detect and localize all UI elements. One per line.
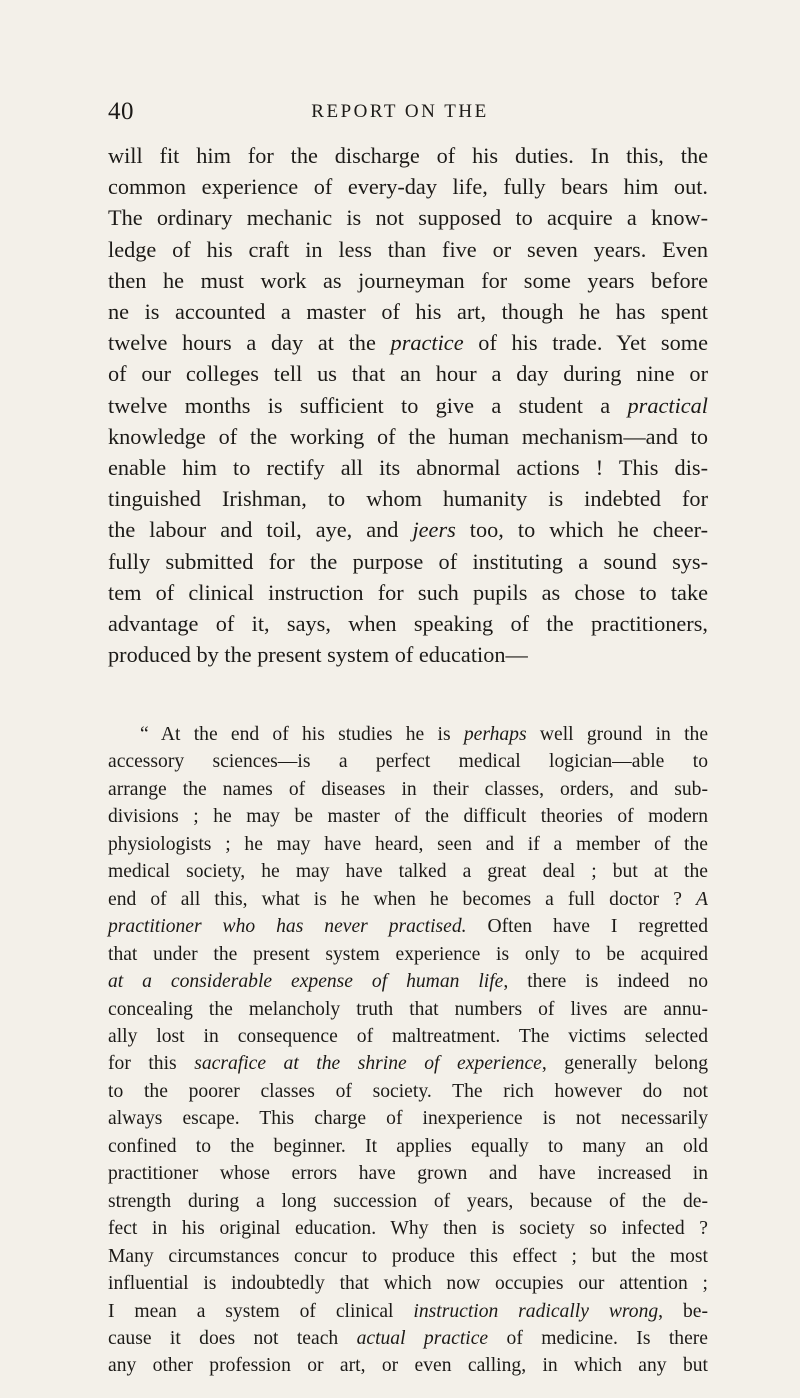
italic-text: practical [627, 392, 708, 418]
text-segment: ledge of his craft in less than five or seven years. Even [108, 236, 708, 262]
text-line [108, 1133, 708, 1160]
text-line [108, 968, 708, 995]
text-segment: twelve months is sufficient to give a student a [108, 392, 628, 418]
block-quote [108, 721, 708, 1380]
text-segment: strength during a long succession of years, because of the de- [108, 1190, 708, 1212]
text-segment: concealing the melancholy truth that numbers of lives are annu- [108, 998, 708, 1020]
text-line [108, 171, 708, 202]
text-line [108, 721, 708, 748]
text-segment: twelve hours a day at the [108, 330, 391, 356]
text-line [108, 1325, 708, 1352]
text-segment: The ordinary mechanic is not supposed to acquire a know- [108, 205, 708, 231]
text-segment: well ground in the [526, 724, 709, 745]
text-segment: Often have I regretted [466, 916, 708, 938]
text-line [108, 452, 708, 483]
text-segment: common experience of every-day life, fully bears him out. [108, 174, 708, 200]
text-segment: ally lost in consequence of maltreatment. The victims selected [108, 1025, 708, 1047]
text-line [108, 748, 708, 775]
text-segment: then he must work as journeyman for some years before [108, 267, 708, 293]
text-segment: that under the present system experience is only to be acquired [108, 943, 708, 965]
text-segment: divisions ; he may be master of the difficult theories of modern [108, 806, 708, 828]
text-segment: of our colleges tell us that an hour a day during nine or [108, 361, 708, 387]
text-line [108, 358, 708, 389]
italic-text: sacrafice at the shrine of experience [194, 1053, 542, 1075]
text-segment: knowledge of the working of the human mechanism—and to [108, 423, 708, 449]
text-segment: medical society, he may have talked a great deal ; but at the [108, 861, 708, 883]
text-segment: tem of clinical instruction for such pupils as chose to take [108, 579, 708, 605]
text-segment: of medicine. Is there [488, 1327, 708, 1349]
text-line [108, 858, 708, 885]
text-segment: , generally belong [541, 1053, 709, 1075]
text-segment: produced by the present system of education— [108, 642, 528, 668]
italic-text: instruction radically wrong [413, 1300, 659, 1322]
body-paragraph [108, 140, 708, 670]
text-line [108, 327, 708, 358]
text-line [108, 265, 708, 296]
text-line [108, 234, 708, 265]
text-line [108, 514, 708, 545]
text-line [108, 296, 708, 327]
text-line [108, 639, 708, 670]
italic-text: actual practice [356, 1327, 489, 1349]
text-segment: , be- [658, 1300, 708, 1322]
italic-text: A [696, 888, 708, 910]
italic-text: perhaps [463, 724, 527, 745]
text-line [108, 1215, 708, 1242]
text-segment: tinguished Irishman, to whom humanity is indebted for [108, 486, 708, 512]
text-line [108, 776, 708, 803]
italic-text: practice [390, 330, 464, 356]
text-segment: ne is accounted a master of his art, though he has spent [108, 299, 708, 325]
text-line [108, 1105, 708, 1132]
text-line [108, 886, 708, 913]
text-line [108, 1188, 708, 1215]
text-segment: end of all this, what is he when he becomes a full doctor ? [108, 888, 697, 910]
text-segment: cause it does not teach [108, 1327, 357, 1349]
text-line [108, 803, 708, 830]
text-segment: practitioner whose errors have grown and have increased in [108, 1163, 708, 1185]
text-segment: arrange the names of diseases in their classes, orders, and sub- [108, 778, 708, 800]
italic-text: practitioner who has never practised. [108, 916, 467, 938]
text-line [108, 577, 708, 608]
text-segment: any other profession or art, or even calling, in which any but [108, 1355, 708, 1377]
text-segment: advantage of it, says, when speaking of the practitioners, [108, 611, 708, 637]
text-segment: confined to the beginner. It applies equally to many an old [108, 1135, 708, 1157]
text-segment: fect in his original education. Why then is society so infected ? [108, 1218, 708, 1240]
text-line [108, 913, 708, 940]
text-segment: for this [108, 1053, 195, 1075]
italic-text: jeers [412, 517, 456, 543]
text-line [108, 546, 708, 577]
text-line [108, 1078, 708, 1105]
text-segment: fully submitted for the purpose of instituting a sound sys- [108, 548, 708, 574]
text-line [108, 202, 708, 233]
running-head: REPORT ON THE [311, 101, 489, 122]
text-segment: enable him to rectify all its abnormal actions ! This dis- [108, 455, 708, 481]
text-segment: , there is indeed no [503, 971, 708, 993]
text-line [108, 1023, 708, 1050]
text-line [108, 1270, 708, 1297]
text-segment: I mean a system of clinical [108, 1300, 414, 1322]
text-line [108, 831, 708, 858]
text-segment: “ At the end of his studies he is [140, 724, 464, 745]
text-line [108, 1298, 708, 1325]
text-line [108, 941, 708, 968]
text-segment: too, to which he cheer- [455, 517, 709, 543]
text-line [108, 483, 708, 514]
text-line [108, 608, 708, 639]
text-segment: accessory sciences—is a perfect medical logician—able to [108, 751, 708, 773]
text-line [108, 996, 708, 1023]
text-line [108, 1160, 708, 1187]
text-segment: Many circumstances concur to produce this effect ; but the most [108, 1245, 708, 1267]
text-line [108, 1352, 708, 1379]
text-line [108, 1050, 708, 1077]
text-line [108, 140, 708, 171]
text-line [108, 1243, 708, 1270]
text-segment: the labour and toil, aye, and [108, 517, 413, 543]
page-number: 40 [108, 98, 134, 125]
italic-text: at a considerable expense of human life [108, 971, 504, 993]
text-segment: influential is indoubtedly that which now occupies our attention ; [108, 1273, 708, 1295]
text-line [108, 390, 708, 421]
text-segment: to the poorer classes of society. The rich however do not [108, 1080, 708, 1102]
text-segment: physiologists ; he may have heard, seen and if a member of the [108, 833, 708, 855]
text-line [108, 421, 708, 452]
text-segment: always escape. This charge of inexperience is not necessarily [108, 1108, 708, 1130]
text-segment: will fit him for the discharge of his duties. In this, the [108, 143, 708, 168]
text-segment: of his trade. Yet some [463, 330, 708, 356]
